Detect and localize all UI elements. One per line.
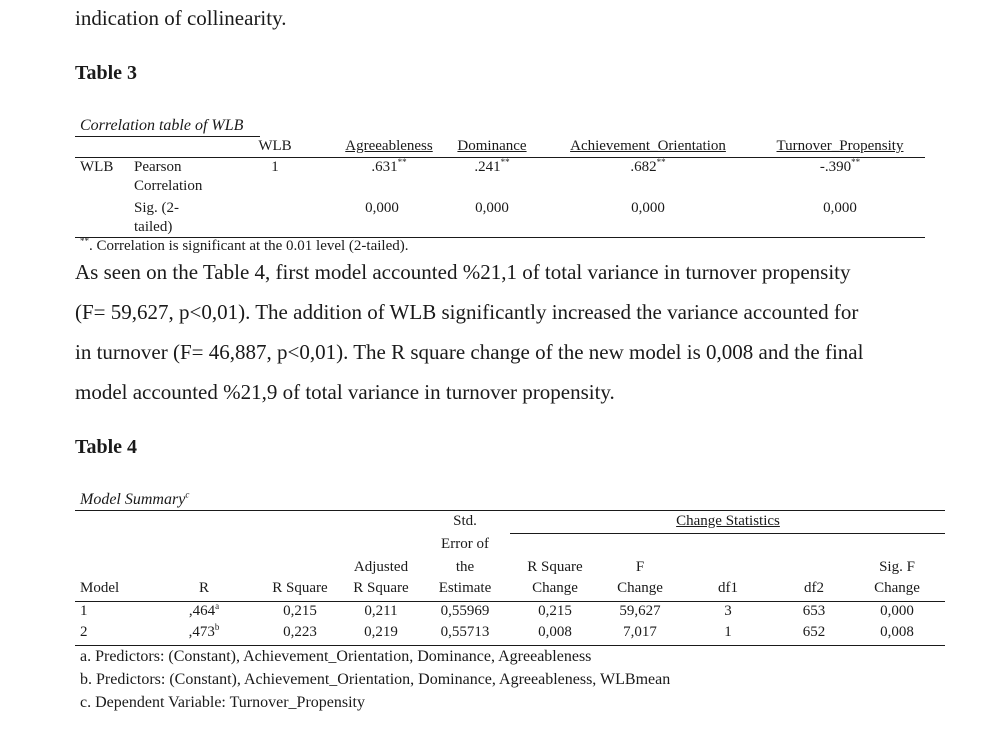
t4-header-std-1: Std. (453, 513, 477, 529)
t4-row2-r-square: 0,223 (283, 624, 317, 640)
t4-row2-df1: 1 (724, 624, 732, 640)
t3-header-turnover: Turnover_Propensity (776, 138, 904, 154)
t3-header-achievement: Achievement_Orientation (570, 138, 726, 154)
t3-pearson-label: Pearson (134, 159, 182, 175)
t4-header-rsc-2: Change (532, 580, 578, 596)
t3-pearson-turnover: -.390** (819, 157, 861, 175)
t4-row1-model: 1 (80, 603, 88, 619)
t3-pearson-agreeableness: .631** (371, 157, 407, 175)
t4-row2-std: 0,55713 (440, 624, 490, 640)
t4-row1-f: 59,627 (619, 603, 661, 619)
table4-label: Table 4 (75, 436, 138, 458)
t4-row2-adj: 0,219 (364, 624, 398, 640)
t3-pearson-label-2: Correlation (134, 178, 203, 194)
t3-header-dominance: Dominance (457, 138, 527, 154)
t4-note-b: b. Predictors: (Constant), Achievement_Orientation, Dominance, Agreeableness, WLBmean (80, 671, 671, 688)
t3-pearson-dominance: .241** (474, 157, 510, 175)
t3-footnote: **. Correlation is significant at the 0.01 level (2-tailed). (80, 236, 409, 254)
t4-header-rsc-1: R Square (527, 559, 583, 575)
t4-note-a: a. Predictors: (Constant), Achievement_Orientation, Dominance, Agreeableness (80, 648, 592, 665)
t3-pearson-achievement: .682** (630, 157, 666, 175)
t4-row2-sig: 0,008 (880, 624, 914, 640)
t4-header-f-2: Change (617, 580, 663, 596)
t3-sig-achievement: 0,000 (631, 200, 665, 216)
table3-caption: Correlation table of WLB (80, 117, 244, 134)
t4-row2-model: 2 (80, 624, 88, 640)
t4-row2-df2: 652 (802, 624, 826, 640)
paragraph-line-3: in turnover (F= 46,887, p<0,01). The R square change of the new model is 0,008 and the final (75, 340, 864, 364)
t3-pearson-wlb: 1 (271, 159, 279, 175)
t3-sig-label: Sig. (2- (134, 200, 179, 216)
t4-change-stats-rule (510, 533, 945, 534)
t4-header-f-1: F (635, 559, 645, 575)
t4-header-df1: df1 (718, 580, 738, 596)
t3-row-label: WLB (80, 159, 114, 175)
t3-sig-turnover: 0,000 (823, 200, 857, 216)
t4-header-adj-1: Adjusted (353, 559, 409, 575)
table3-caption-rule (75, 136, 260, 137)
t4-note-c: c. Dependent Variable: Turnover_Propensity (80, 694, 365, 711)
t3-sig-label-2: tailed) (134, 219, 173, 235)
table3-label: Table 3 (75, 62, 138, 84)
t4-header-rule (75, 601, 945, 602)
t4-header-r: R (198, 580, 210, 596)
paragraph-line-1: As seen on the Table 4, first model accounted %21,1 of total variance in turnover propensity (75, 260, 851, 284)
paragraph-line-2: (F= 59,627, p<0,01). The addition of WLB significantly increased the variance accounted for (75, 300, 859, 324)
t4-row1-df1: 3 (724, 603, 732, 619)
t4-row1-df2: 653 (802, 603, 826, 619)
t4-row1-r-square: 0,215 (283, 603, 317, 619)
paragraph-line-4: model accounted %21,9 of total variance in turnover propensity. (75, 380, 615, 404)
t4-header-df2: df2 (804, 580, 824, 596)
t4-header-std-3: the (455, 559, 475, 575)
t4-row1-adj: 0,211 (364, 603, 398, 619)
t4-header-adj-2: R Square (353, 580, 409, 596)
t4-row2-f: 7,017 (623, 624, 657, 640)
t4-row1-sig: 0,000 (880, 603, 914, 619)
t4-row2-rsc: 0,008 (538, 624, 572, 640)
t4-row1-rsc: 0,215 (538, 603, 572, 619)
t4-row1-std: 0,55969 (440, 603, 490, 619)
t4-change-statistics: Change Statistics (676, 513, 780, 529)
t4-header-std-4: Estimate (438, 580, 492, 596)
table4-bottom-rule (75, 645, 945, 646)
table4-caption: Model Summary$^c$ (80, 489, 190, 508)
t3-header-agreeableness: Agreeableness (345, 138, 433, 154)
t4-header-sig-1: Sig. F (879, 559, 915, 575)
t3-sig-dominance: 0,000 (475, 200, 509, 216)
t4-row1-r: ,464$^a$ (188, 601, 220, 619)
t4-header-model: Model (80, 580, 120, 596)
t4-row2-r: ,473$^b$ (188, 622, 220, 640)
t3-sig-agreeableness: 0,000 (365, 200, 399, 216)
intro-line: indication of collinearity. (75, 6, 287, 30)
t4-header-sig-2: Change (874, 580, 920, 596)
t3-header-wlb: WLB (258, 138, 292, 154)
t4-header-r-square: R Square (272, 580, 328, 596)
t4-header-std-2: Error of (441, 536, 489, 552)
table4-top-rule (75, 510, 945, 511)
